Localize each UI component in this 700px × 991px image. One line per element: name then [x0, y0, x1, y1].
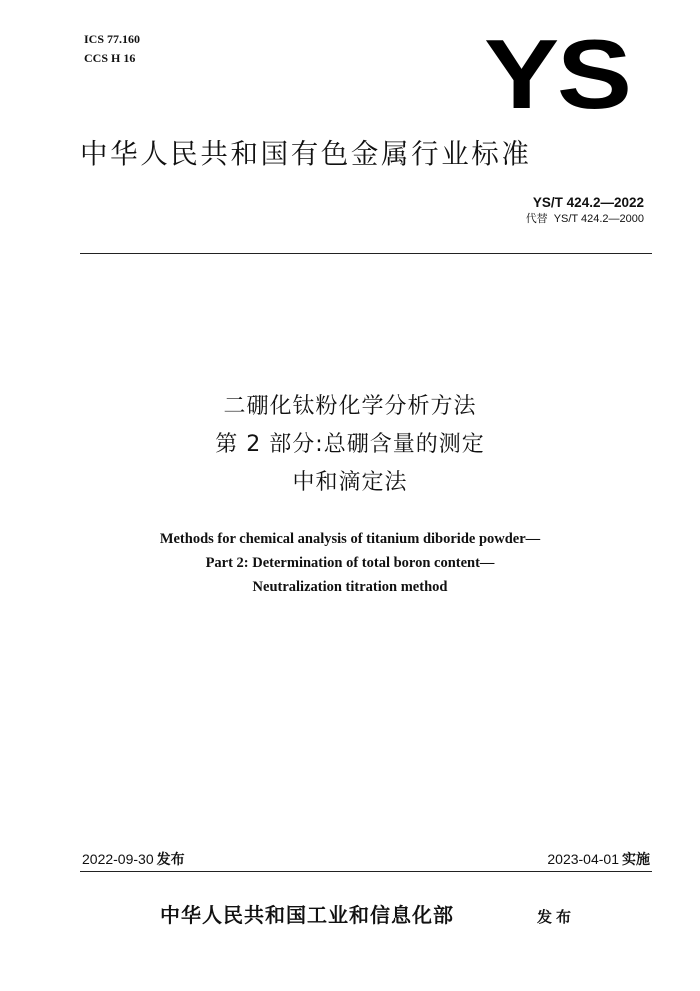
english-title-line-3: Neutralization titration method [252, 579, 448, 595]
english-title [0, 527, 700, 599]
implement-date: 2023-04-01 [547, 851, 619, 867]
chinese-title-line-2: 第 2 部分:总硼含量的测定 [215, 432, 485, 457]
classification-codes [84, 30, 140, 68]
ys-logo: YS [484, 19, 630, 129]
replaces-line [526, 211, 644, 228]
chinese-title [0, 388, 700, 502]
standard-category-title: 中华人民共和国有色金属行业标准 [80, 138, 532, 170]
standard-number-block [526, 194, 644, 228]
standard-number: YS/T 424.2—2022 [532, 195, 644, 210]
replaces-label: 代替 [525, 213, 548, 225]
implement-date-block [547, 849, 650, 870]
chinese-title-line-3: 中和滴定法 [292, 470, 408, 495]
english-title-line-1: Methods for chemical analysis of titanium diboride powder— [159, 531, 541, 547]
issuing-authority: 中华人民共和国工业和信息化部 [160, 903, 454, 927]
ics-code: ICS 77.160 [84, 32, 141, 46]
ccs-code: CCS H 16 [84, 51, 136, 65]
issue-date-block [82, 849, 185, 870]
issue-date-label: 发布 [156, 852, 185, 868]
chinese-title-line-1: 二硼化钛粉化学分析方法 [223, 394, 477, 419]
top-divider [80, 253, 652, 254]
bottom-divider [80, 871, 652, 872]
implement-date-label: 实施 [622, 852, 650, 868]
issue-word: 发布 [537, 908, 576, 926]
english-title-line-2: Part 2: Determination of total boron content— [205, 555, 495, 571]
replaces-number: YS/T 424.2—2000 [553, 213, 644, 225]
issue-date: 2022-09-30 [82, 851, 154, 867]
